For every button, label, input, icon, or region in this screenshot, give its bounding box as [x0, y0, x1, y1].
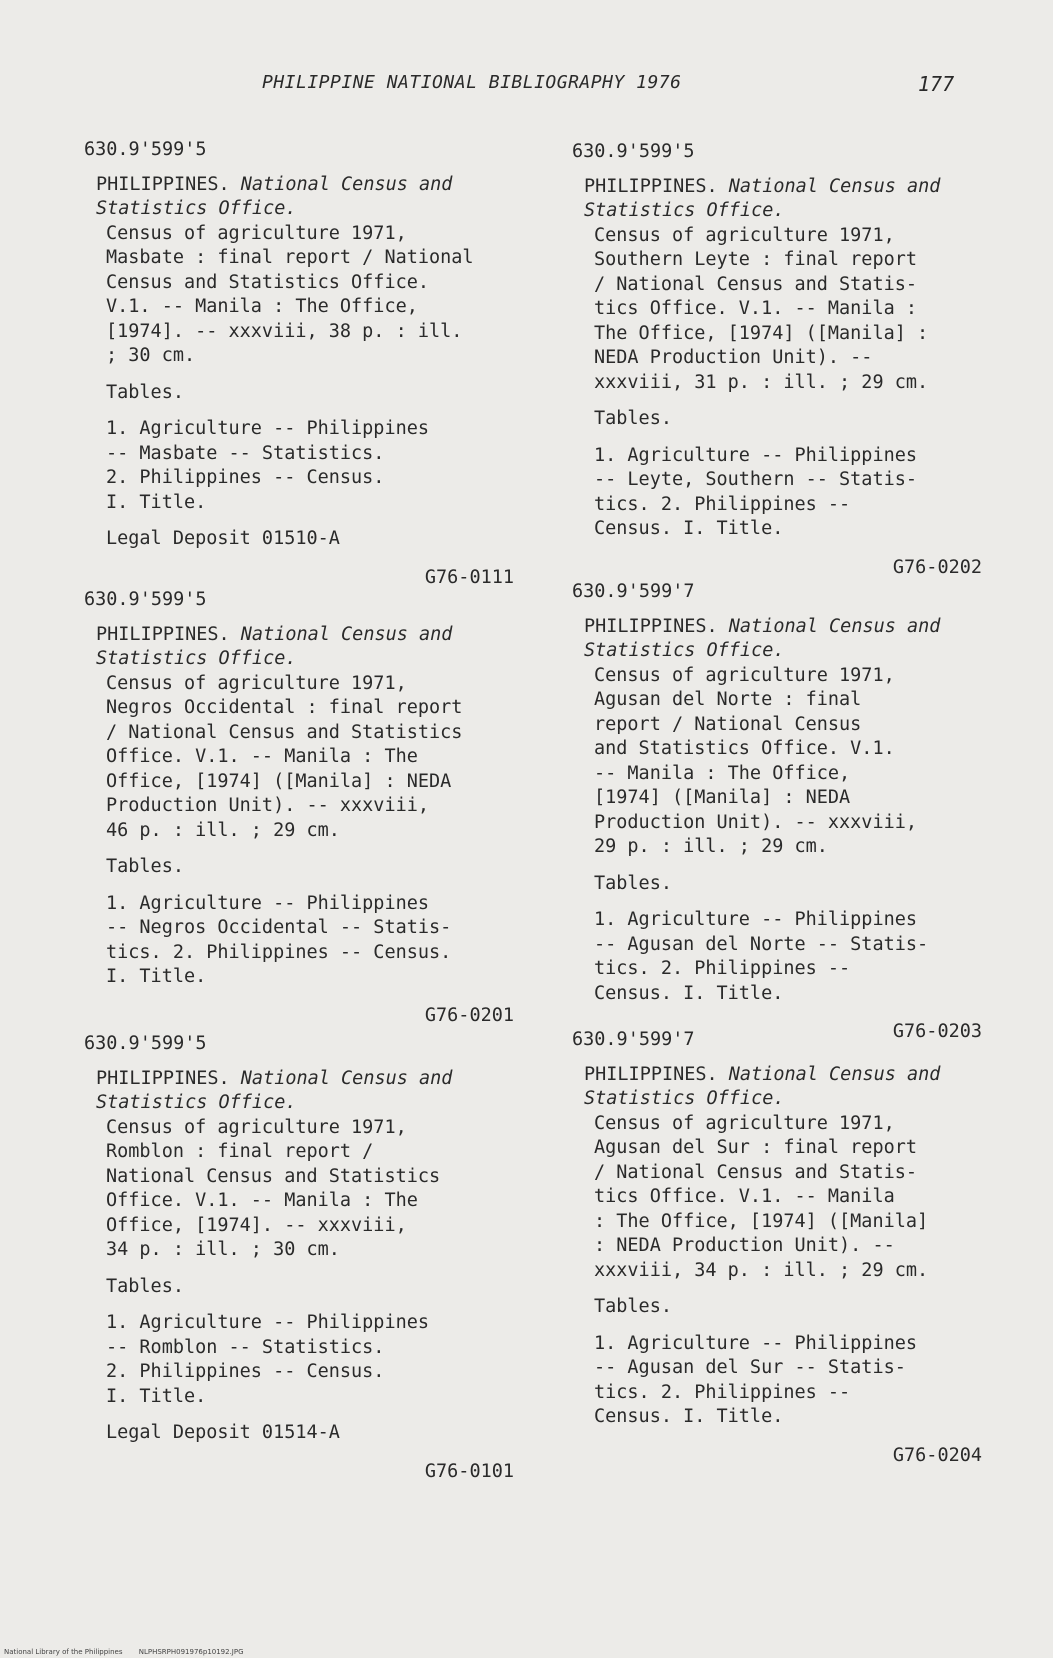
library-credit: National Library of the Philippines [4, 1648, 123, 1656]
entry-description-line: tics Office. V.1. -- Manila : [594, 298, 918, 319]
entry-description-line: / National Census and Statis- [594, 273, 918, 295]
entry-description-line: National Census and Statistics [106, 1165, 441, 1187]
tables-note: Tables. [594, 408, 672, 429]
heading-corporate: PHILIPPINES. [96, 623, 230, 645]
subject-tracing: 2. Philippines -- Census. [106, 467, 385, 488]
entry-description-line: Census of agriculture 1971, [106, 222, 407, 244]
tables-note: Tables. [594, 1296, 672, 1317]
entry-description-line: xxxviii, 31 p. : ill. ; 29 cm. [594, 371, 929, 393]
heading-subunit: National Census and Statistics Office. [96, 1067, 453, 1113]
heading-corporate: PHILIPPINES. [96, 1067, 230, 1089]
heading-corporate: PHILIPPINES. [96, 173, 230, 195]
entry-description-line: and Statistics Office. V.1. [594, 738, 895, 759]
bibliography-entry [84, 138, 514, 590]
call-number: 630.9'599'5 [572, 141, 695, 162]
subject-tracing: -- Negros Occidental -- Statis- [106, 917, 452, 938]
entry-description-line: Agusan del Sur : final report [594, 1137, 918, 1158]
call-number: 630.9'599'7 [572, 581, 695, 602]
entry-description-line: tics Office. V.1. -- Manila [594, 1186, 895, 1207]
entry-description-line: V.1. -- Manila : The Office, [106, 296, 418, 317]
tables-note: Tables. [594, 872, 672, 894]
page-number: 177 [918, 72, 955, 96]
entry-description-line: Masbate : final report / National [106, 247, 474, 268]
subject-tracing: tics. 2. Philippines -- [594, 493, 851, 515]
bibliography-entry [572, 1028, 982, 1468]
entry-description-line: The Office, [1974] ([Manila] : [594, 322, 929, 344]
entry-description-line: [1974] ([Manila] : NEDA [594, 787, 851, 808]
bibliography-entry [572, 140, 982, 580]
entry-description-line: / National Census and Statistics [106, 721, 463, 743]
entry-heading [84, 173, 514, 222]
entry-body [84, 222, 514, 552]
subject-tracing: -- Agusan del Sur -- Statis- [594, 1357, 906, 1378]
heading-subunit: National Census and Statistics Office. [96, 623, 453, 669]
call-number: 630.9'599'5 [84, 1033, 207, 1054]
entry-body [572, 664, 982, 1007]
subject-tracing: I. Title. [106, 1385, 207, 1407]
tables-note: Tables. [106, 381, 184, 403]
entry-heading [84, 623, 514, 672]
scan-footer [4, 1648, 258, 1656]
heading-corporate: PHILIPPINES. [584, 1063, 718, 1085]
entry-description-line: Office, [1974] ([Manila] : NEDA [106, 770, 452, 792]
subject-tracing: -- Masbate -- Statistics. [106, 442, 385, 464]
subject-tracing: Census. I. Title. [594, 1406, 784, 1427]
bibliography-entry [84, 1032, 514, 1484]
entry-body [572, 1112, 982, 1430]
tables-note: Tables. [106, 856, 184, 877]
entry-description-line: Negros Occidental : final report [106, 697, 463, 718]
subject-tracing: 1. Agriculture -- Philippines [594, 444, 918, 466]
subject-tracing: 1. Agriculture -- Philippines [594, 909, 918, 930]
entry-body [572, 224, 982, 542]
control-number: G76-0204 [892, 1444, 982, 1466]
bibliography-entry [572, 580, 982, 1045]
subject-tracing: tics. 2. Philippines -- [594, 958, 851, 979]
legal-deposit: Legal Deposit 01510-A [106, 528, 340, 549]
entry-description-line: / National Census and Statis- [594, 1161, 918, 1183]
heading-corporate: PHILIPPINES. [584, 175, 718, 197]
control-number: G76-0203 [892, 1021, 982, 1042]
subject-tracing: tics. 2. Philippines -- [594, 1381, 851, 1403]
entry-heading [572, 615, 982, 664]
subject-tracing: tics. 2. Philippines -- Census. [106, 941, 452, 963]
entry-body [84, 672, 514, 990]
entry-heading [572, 1063, 982, 1112]
call-number: 630.9'599'5 [84, 139, 207, 160]
entry-description-line: Production Unit). -- xxxviii, [106, 795, 430, 816]
entry-description-line: NEDA Production Unit). -- [594, 347, 873, 368]
entry-description-line: Census of agriculture 1971, [594, 664, 895, 686]
running-head: PHILIPPINE NATIONAL BIBLIOGRAPHY 1976 [262, 72, 682, 93]
entry-description-line: Office, [1974]. -- xxxviii, [106, 1214, 407, 1236]
entry-description-line: report / National Census [594, 713, 862, 735]
control-number: G76-0201 [424, 1004, 514, 1026]
entry-heading [84, 1067, 514, 1116]
call-number: 630.9'599'5 [84, 589, 207, 610]
entry-description-line: Census of agriculture 1971, [594, 224, 895, 246]
entry-description-line: 34 p. : ill. ; 30 cm. [106, 1239, 340, 1260]
bibliography-entry [84, 588, 514, 1028]
entry-description-line: Office. V.1. -- Manila : The [106, 1190, 418, 1211]
entry-body [84, 1116, 514, 1446]
scan-filename: NLPHSRPH091976p10192.JPG [138, 1648, 244, 1656]
entry-description-line: Production Unit). -- xxxviii, [594, 811, 918, 833]
subject-tracing: -- Agusan del Norte -- Statis- [594, 933, 929, 955]
subject-tracing: 1. Agriculture -- Philippines [106, 892, 430, 914]
call-number: 630.9'599'7 [572, 1029, 695, 1050]
entry-description-line: : NEDA Production Unit). -- [594, 1235, 895, 1256]
entry-description-line: 29 p. : ill. ; 29 cm. [594, 836, 828, 857]
entry-description-line: [1974]. -- xxxviii, 38 p. : ill. [106, 320, 463, 342]
entry-description-line: 46 p. : ill. ; 29 cm. [106, 819, 340, 841]
entry-description-line: Romblon : final report / [106, 1141, 374, 1162]
legal-deposit: Legal Deposit 01514-A [106, 1422, 340, 1443]
control-number: G76-0202 [892, 556, 982, 578]
subject-tracing: 2. Philippines -- Census. [106, 1361, 385, 1382]
entry-description-line: : The Office, [1974] ([Manila] [594, 1210, 929, 1232]
control-number: G76-0101 [424, 1460, 514, 1482]
subject-tracing: 1. Agriculture -- Philippines [106, 418, 430, 439]
entry-description-line: Census and Statistics Office. [106, 271, 430, 293]
entry-description-line: Census of agriculture 1971, [106, 1116, 407, 1138]
control-number: G76-0111 [424, 566, 514, 588]
heading-subunit: National Census and Statistics Office. [96, 173, 453, 219]
entry-description-line: -- Manila : The Office, [594, 762, 851, 784]
subject-tracing: Census. I. Title. [594, 518, 784, 539]
subject-tracing: 1. Agriculture -- Philippines [106, 1312, 430, 1333]
entry-description-line: Census of agriculture 1971, [594, 1112, 895, 1134]
entry-description-line: Southern Leyte : final report [594, 249, 918, 270]
heading-corporate: PHILIPPINES. [584, 615, 718, 637]
entry-description-line: Office. V.1. -- Manila : The [106, 746, 418, 767]
entry-description-line: Census of agriculture 1971, [106, 672, 407, 694]
entry-description-line: xxxviii, 34 p. : ill. ; 29 cm. [594, 1259, 929, 1281]
subject-tracing: I. Title. [106, 491, 207, 513]
subject-tracing: 1. Agriculture -- Philippines [594, 1332, 918, 1354]
heading-subunit: National Census and Statistics Office. [584, 615, 941, 661]
entry-description-line: Agusan del Norte : final [594, 689, 862, 710]
entry-heading [572, 175, 982, 224]
subject-tracing: -- Romblon -- Statistics. [106, 1336, 385, 1358]
subject-tracing: I. Title. [106, 966, 207, 987]
heading-subunit: National Census and Statistics Office. [584, 175, 941, 221]
subject-tracing: -- Leyte, Southern -- Statis- [594, 469, 918, 490]
entry-description-line: ; 30 cm. [106, 345, 196, 366]
heading-subunit: National Census and Statistics Office. [584, 1063, 941, 1109]
subject-tracing: Census. I. Title. [594, 982, 784, 1004]
tables-note: Tables. [106, 1275, 184, 1297]
